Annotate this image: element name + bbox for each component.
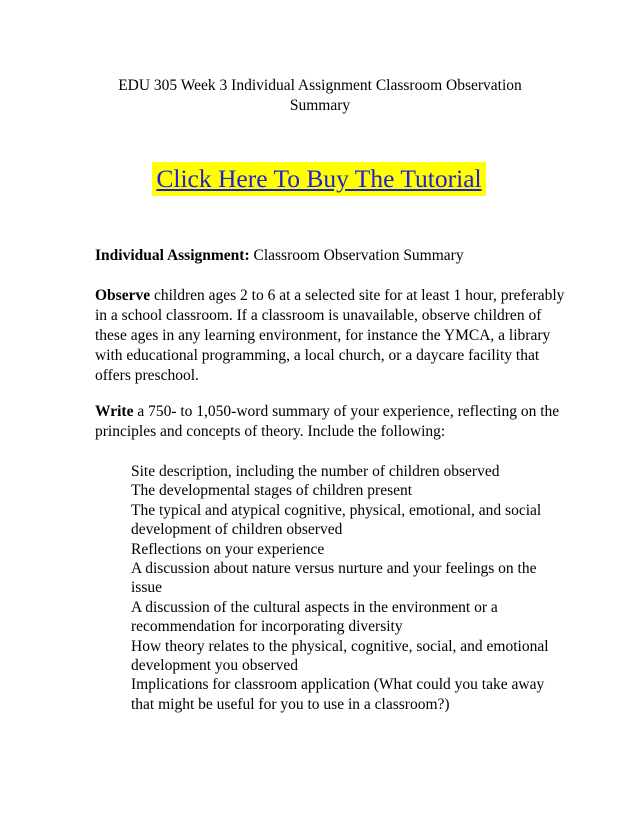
- observe-paragraph: [95, 286, 565, 386]
- observe-label: Observe: [95, 287, 151, 304]
- list-item: A discussion about nature versus nurture and your feelings on the issue: [131, 560, 537, 597]
- list-item: Site description, including the number of children observed: [131, 463, 500, 480]
- list-item: Reflections on your experience: [131, 540, 325, 558]
- assignment-heading: [95, 246, 565, 266]
- list-item: Implications for classroom application (What could you take away that might be useful for you to use in a classroom?): [131, 676, 545, 713]
- list-item: The developmental stages of children present: [131, 482, 413, 500]
- write-label: Write: [95, 403, 134, 420]
- write-text: a 750- to 1,050-word summary of your experience, reflecting on the principles and concepts of theory. Include the following:: [95, 403, 560, 440]
- document-title: [70, 76, 570, 116]
- list-item: The typical and atypical cognitive, physical, emotional, and social development of children observed: [131, 501, 542, 539]
- requirements-list: [131, 462, 571, 714]
- list-item: How theory relates to the physical, cognitive, social, and emotional development you observed: [131, 637, 549, 675]
- write-paragraph: [95, 402, 565, 442]
- buy-tutorial-link[interactable]: Click Here To Buy The Tutorial: [152, 162, 485, 196]
- list-item: A discussion of the cultural aspects in the environment or a recommendation for incorporating diversity: [131, 598, 498, 636]
- tutorial-link-container: [0, 162, 638, 196]
- title-line-1: EDU 305 Week 3 Individual Assignment Classroom Observation: [118, 77, 522, 94]
- title-line-2: Summary: [289, 97, 351, 114]
- observe-text: children ages 2 to 6 at a selected site for at least 1 hour, preferably in a school classroom. If a classroom is unavailable, observe children of these ages in any learning environment, for instance the YMCA, a library with educational programming, a local church, or a daycare facility that offers preschool.: [95, 287, 565, 384]
- assignment-name: Classroom Observation Summary: [249, 247, 464, 264]
- assignment-label: Individual Assignment:: [95, 247, 250, 264]
